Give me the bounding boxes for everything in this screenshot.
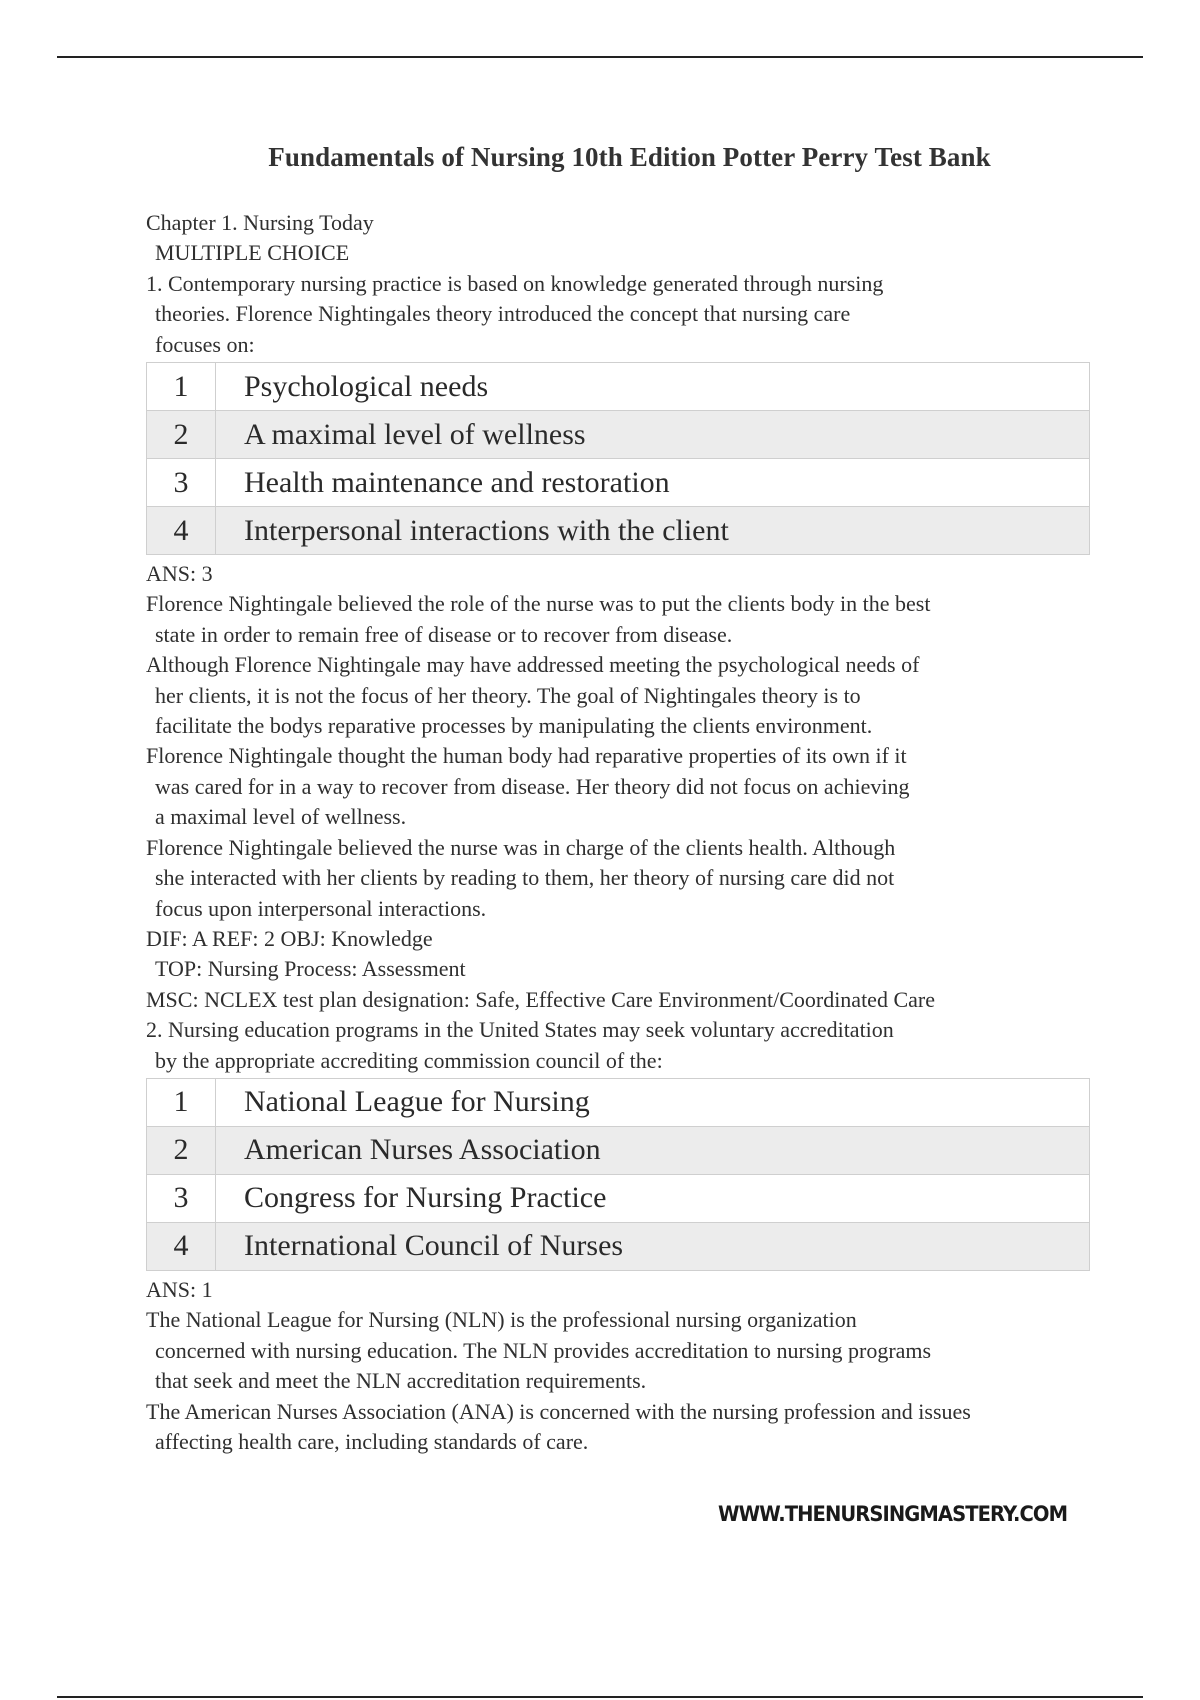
choice-row xyxy=(147,1174,1090,1222)
rationale-line: concerned with nursing education. The NLN provides accreditation to nursing programs xyxy=(155,1337,932,1363)
rationale-line: Florence Nightingale thought the human body had reparative properties of its own if it xyxy=(146,743,907,769)
choice-number: 3 xyxy=(147,459,216,507)
choice-row xyxy=(147,1126,1090,1174)
rationale-line: facilitate the bodys reparative processes by manipulating the clients environment. xyxy=(155,713,873,739)
question-line: theories. Florence Nightingales theory introduced the concept that nursing care xyxy=(155,301,851,327)
meta-line: DIF: A REF: 2 OBJ: Knowledge xyxy=(146,925,433,951)
rationale-line: Florence Nightingale believed the role of the nurse was to put the clients body in the best xyxy=(146,591,931,617)
rationale-line: was cared for in a way to recover from disease. Her theory did not focus on achieving xyxy=(155,773,910,799)
rationale-line: The American Nurses Association (ANA) is concerned with the nursing profession and issues xyxy=(146,1398,971,1424)
chapter-heading: Chapter 1. Nursing Today xyxy=(146,210,374,235)
choice-row xyxy=(147,459,1090,507)
section-heading: MULTIPLE CHOICE xyxy=(155,240,350,266)
choice-row xyxy=(147,411,1090,459)
choice-text: Psychological needs xyxy=(216,363,1090,411)
rationale-line: her clients, it is not the focus of her theory. The goal of Nightingales theory is to xyxy=(155,682,861,708)
rationale-line: that seek and meet the NLN accreditation requirements. xyxy=(155,1368,647,1394)
question-line: 1. Contemporary nursing practice is based on knowledge generated through nursing xyxy=(146,270,884,296)
choice-number: 1 xyxy=(147,363,216,411)
choice-number: 2 xyxy=(147,411,216,459)
choice-row xyxy=(147,507,1090,555)
rationale-line: a maximal level of wellness. xyxy=(155,804,407,830)
question-2 xyxy=(146,1015,1106,1457)
top-rule xyxy=(57,56,1143,58)
answer-key: ANS: 3 xyxy=(146,561,213,587)
question-line: focuses on: xyxy=(155,331,255,357)
choice-row xyxy=(147,1222,1090,1270)
bottom-rule xyxy=(57,1696,1143,1698)
answer-key: ANS: 1 xyxy=(146,1276,213,1302)
meta-line: TOP: Nursing Process: Assessment xyxy=(155,956,466,982)
choice-row xyxy=(147,363,1090,411)
choice-text: International Council of Nurses xyxy=(216,1222,1090,1270)
choice-text: American Nurses Association xyxy=(216,1126,1090,1174)
meta-line: MSC: NCLEX test plan designation: Safe, Effective Care Environment/Coordinated Care xyxy=(146,986,935,1012)
choices-table xyxy=(146,362,1090,555)
choice-number: 4 xyxy=(147,507,216,555)
question-line: by the appropriate accrediting commission council of the: xyxy=(155,1047,663,1073)
question-line: 2. Nursing education programs in the United States may seek voluntary accreditation xyxy=(146,1017,894,1043)
choice-text: National League for Nursing xyxy=(216,1078,1090,1126)
choice-number: 4 xyxy=(147,1222,216,1270)
rationale-line: she interacted with her clients by reading to them, her theory of nursing care did not xyxy=(155,865,895,891)
website-watermark: WWW.THENURSINGMASTERY.COM xyxy=(718,1502,1068,1526)
rationale-line: state in order to remain free of disease or to recover from disease. xyxy=(155,621,733,647)
rationale-line: The National League for Nursing (NLN) is the professional nursing organization xyxy=(146,1307,857,1333)
choice-row xyxy=(147,1078,1090,1126)
rationale-line: focus upon interpersonal interactions. xyxy=(155,895,487,921)
rationale-line: affecting health care, including standards of care. xyxy=(155,1428,589,1454)
document-body xyxy=(146,208,1106,1457)
choice-number: 2 xyxy=(147,1126,216,1174)
choice-text: A maximal level of wellness xyxy=(216,411,1090,459)
question-1 xyxy=(146,269,1106,1015)
page-title: Fundamentals of Nursing 10th Edition Potter Perry Test Bank xyxy=(268,142,991,172)
choice-text: Congress for Nursing Practice xyxy=(216,1174,1090,1222)
rationale-line: Although Florence Nightingale may have addressed meeting the psychological needs of xyxy=(146,652,920,678)
choice-number: 3 xyxy=(147,1174,216,1222)
choice-number: 1 xyxy=(147,1078,216,1126)
choice-text: Interpersonal interactions with the client xyxy=(216,507,1090,555)
rationale-line: Florence Nightingale believed the nurse was in charge of the clients health. Although xyxy=(146,834,896,860)
choices-table xyxy=(146,1078,1090,1271)
choice-text: Health maintenance and restoration xyxy=(216,459,1090,507)
